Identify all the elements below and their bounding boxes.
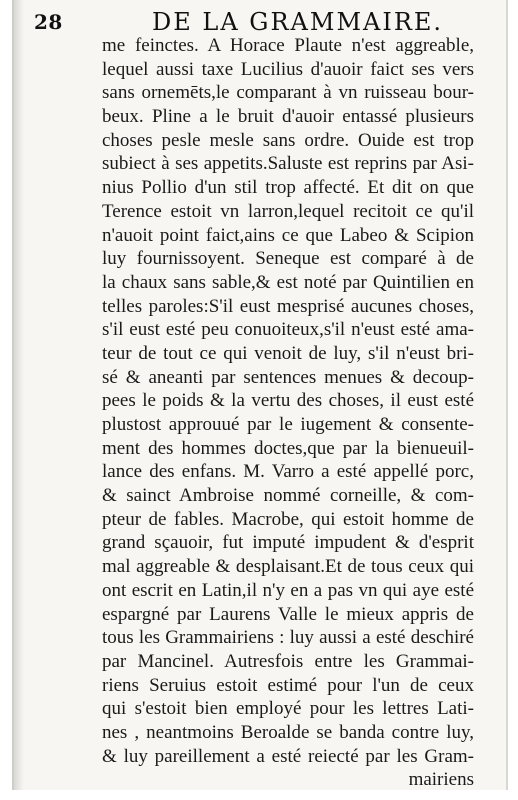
- text-line: lance des enfans. M. Varro a esté appellé porc,: [102, 461, 474, 483]
- page-number: 28: [34, 10, 63, 34]
- text-line: pees le poids & la vertu des choses, il eust esté: [102, 390, 474, 412]
- text-line: ment des hommes doctes,que par la bienueuil-: [102, 437, 474, 459]
- text-line: nius Pollio d'un stil trop affecté. Et dit on que: [102, 177, 474, 199]
- text-line: teur de tout ce qui venoit de luy, s'il n'eust bri-: [102, 342, 474, 364]
- text-line: beux. Pline a le bruit d'auoir entassé plusieurs: [102, 106, 474, 128]
- text-line: qui s'estoit bien employé pour les lettres Lati-: [102, 698, 474, 720]
- text-line: mal aggreable & desplaisant.Et de tous ceux qui: [102, 556, 474, 578]
- text-line: pteur de fables. Macrobe, qui estoit homme de: [102, 508, 474, 530]
- text-line: choses pesle mesle sans ordre. Ouide est trop: [102, 129, 474, 151]
- text-line: n'auoit point faict,ains ce que Labeo & Scipion: [102, 224, 474, 246]
- text-line: sans ornemēts,le comparant à vn ruisseau bour-: [102, 82, 474, 104]
- text-line: s'il eust esté peu conuoiteux,s'il n'eust esté ama-: [102, 319, 474, 341]
- text-line: subiect à ses appetits.Saluste est reprins par Asi-: [102, 153, 474, 175]
- text-line: luy fournissoyent. Seneque est comparé à de: [102, 248, 474, 270]
- body-text: [102, 34, 474, 792]
- book-page: [12, 0, 508, 790]
- text-line: la chaux sans sable,& est noté par Quintilien en: [102, 271, 474, 293]
- text-line: riens Seruius estoit estimé pour l'un de ceux: [102, 674, 474, 696]
- text-line: & sainct Ambroise nommé corneille, & com-: [102, 485, 474, 507]
- text-line: plustost approuué par le iugement & consente-: [102, 414, 474, 435]
- text-line: ont escrit en Latin,il n'y en a pas vn qui aye esté: [102, 579, 474, 601]
- text-line: mairiens: [408, 769, 474, 791]
- text-line: lequel aussi taxe Lucilius d'auoir faict ses vers: [102, 58, 474, 80]
- page-header: [34, 8, 494, 36]
- text-line: nes , neantmoins Beroalde se banda contre luy,: [102, 721, 474, 743]
- text-line: tous les Grammairiens : luy aussi a esté deschiré: [102, 627, 474, 649]
- text-line: espargné par Laurens Valle le mieux appris de: [102, 603, 474, 625]
- text-line: & luy pareillement a esté reiecté par les Gram-: [102, 745, 474, 767]
- text-line: par Mancinel. Autresfois entre les Grammai-: [102, 650, 474, 672]
- text-line: Terence estoit vn larron,lequel recitoit ce qu'il: [102, 200, 474, 222]
- text-line: me feinctes. A Horace Plaute n'est aggreable,: [102, 35, 474, 56]
- text-line: grand sçauoir, fut imputé impudent & d'esprit: [102, 532, 474, 554]
- running-title: DE LA GRAMMAIRE.: [152, 8, 444, 36]
- text-line: sé & aneanti par sentences menues & decoup-: [102, 366, 474, 388]
- text-line: telles paroles:S'il eust mesprisé aucunes choses,: [102, 295, 474, 317]
